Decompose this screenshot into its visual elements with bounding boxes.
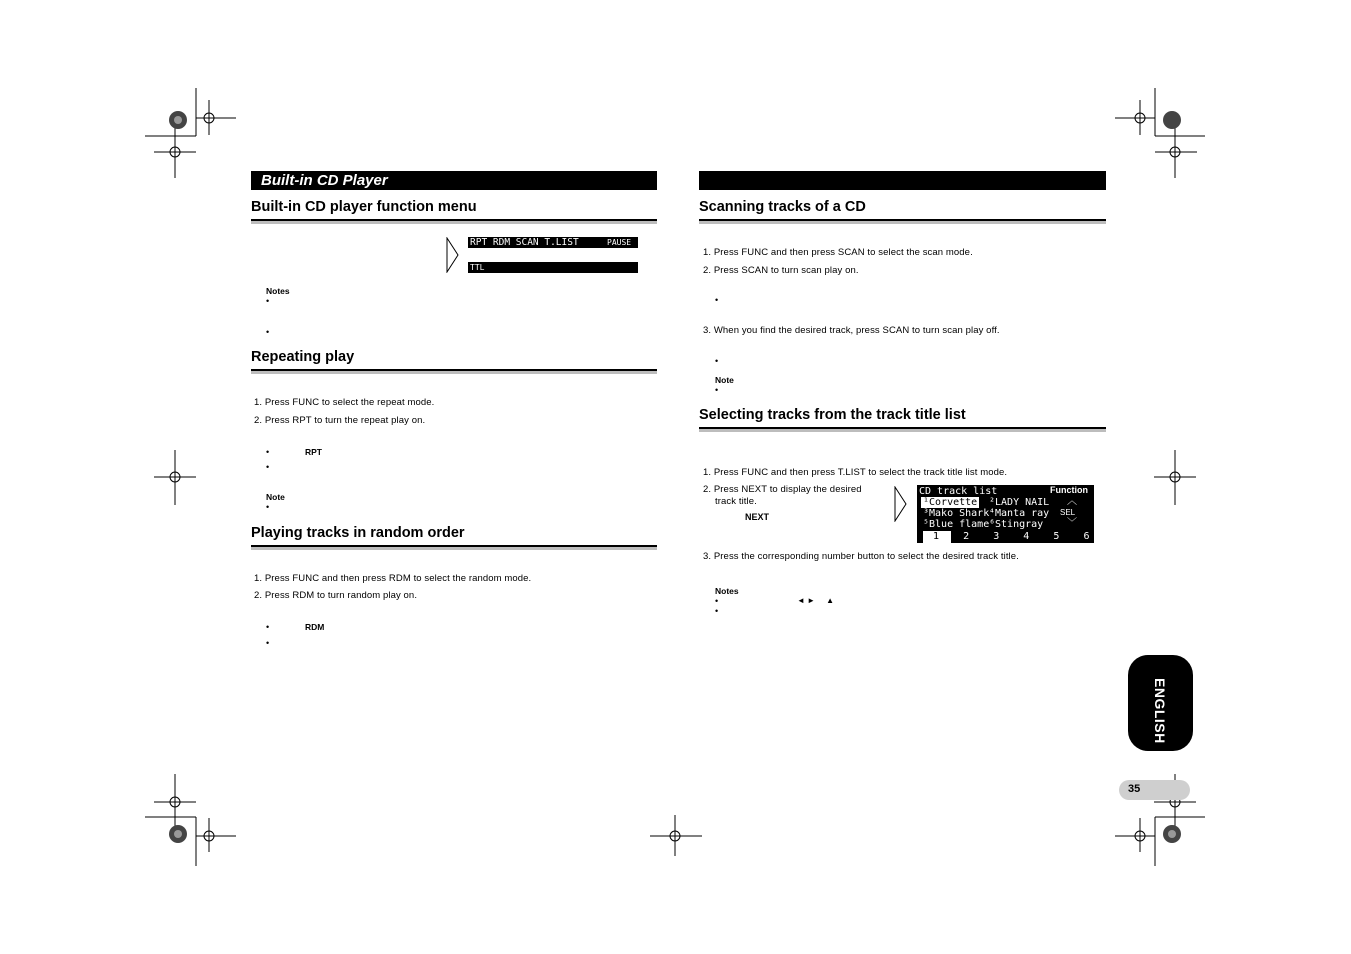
lcd-track-6: ⁶Stingray xyxy=(989,519,1044,530)
language-tab-label: ENGLISH xyxy=(1152,678,1168,744)
lcd-sel: SEL xyxy=(1060,508,1076,517)
heading-rule-shade xyxy=(251,547,657,550)
bullet: • xyxy=(266,462,270,472)
scan-step-1: 1. Press FUNC and then press SCAN to select the scan mode. xyxy=(703,247,973,258)
bullet: • xyxy=(715,385,719,395)
tracklist-step-2-cont: track title. xyxy=(715,496,757,507)
lcd-number-row: 1 2 3 4 5 6 xyxy=(919,531,1094,543)
lcd-display-ttl: TTL xyxy=(468,262,638,273)
scan-step-3: 3. When you find the desired track, press SCAN to turn scan play off. xyxy=(703,325,1000,336)
heading-rule-shade xyxy=(699,221,1106,224)
bullet: • xyxy=(715,606,719,616)
repeat-step-1: 1. Press FUNC to select the repeat mode. xyxy=(254,397,435,408)
heading-rule-shade xyxy=(251,371,657,374)
note-label: Note xyxy=(715,375,734,385)
bullet: • xyxy=(715,596,719,606)
repeat-step-2: 2. Press RPT to turn the repeat play on. xyxy=(254,415,426,426)
arrow-icon xyxy=(446,237,460,273)
tracklist-step-2: 2. Press NEXT to display the desired xyxy=(703,484,862,495)
section-title: Built-in CD Player xyxy=(261,172,388,189)
chevron-down-icon: ﹀ xyxy=(1067,518,1077,529)
random-step-1: 1. Press FUNC and then press RDM to select the random mode. xyxy=(254,573,532,584)
page-number: 35 xyxy=(1128,783,1141,795)
lcd-display-function-menu: RPT RDM SCAN T.LIST PAUSE xyxy=(468,237,638,248)
arrow-icon xyxy=(894,486,908,522)
lcd-track-4: ⁴Manta ray xyxy=(989,508,1050,519)
repeat-heading: Repeating play xyxy=(251,349,355,365)
tracklist-step-1: 1. Press FUNC and then press T.LIST to select the track title list mode. xyxy=(703,467,1008,478)
section-bar-right xyxy=(699,171,1106,190)
lcd-track-1: ¹Corvette xyxy=(923,497,978,508)
scan-step-2: 2. Press SCAN to turn scan play on. xyxy=(703,265,859,276)
lcd-track-5: ⁵Blue flame xyxy=(923,519,990,530)
section-title-bar xyxy=(251,171,657,190)
bullet: • xyxy=(266,638,270,648)
bullet: • xyxy=(266,502,270,512)
heading-rule-shade xyxy=(699,429,1106,432)
lcd-track-2: ²LADY NAIL xyxy=(989,497,1050,508)
bullet: • xyxy=(266,296,270,306)
lcd-track-list xyxy=(917,485,1094,543)
arrow-symbols: ◄ ► ▲ xyxy=(797,596,835,605)
random-heading: Playing tracks in random order xyxy=(251,525,465,541)
tracklist-heading: Selecting tracks from the track title list xyxy=(699,407,966,423)
notes-label: Notes xyxy=(266,286,290,296)
chevron-up-icon: ︿ xyxy=(1067,496,1077,507)
bullet: • xyxy=(266,447,270,457)
tracklist-step-3: 3. Press the corresponding number button to select the desired track title. xyxy=(703,551,1019,562)
next-label: NEXT xyxy=(745,512,770,522)
bullet: • xyxy=(715,295,719,305)
random-step-2: 2. Press RDM to turn random play on. xyxy=(254,590,418,601)
bullet: • xyxy=(266,622,270,632)
bullet: • xyxy=(715,356,719,366)
notes-label: Notes xyxy=(715,586,739,596)
lcd-function: Function xyxy=(1050,485,1088,495)
rpt-label: RPT xyxy=(305,447,322,457)
note-label: Note xyxy=(266,492,285,502)
rdm-label: RDM xyxy=(305,622,325,632)
lcd-title: CD track list xyxy=(919,486,998,497)
heading-rule-shade xyxy=(251,221,657,224)
bullet: • xyxy=(266,327,270,337)
scan-heading: Scanning tracks of a CD xyxy=(699,199,866,215)
lcd-track-3: ³Mako Shark xyxy=(923,508,990,519)
function-menu-heading: Built-in CD player function menu xyxy=(251,199,477,215)
